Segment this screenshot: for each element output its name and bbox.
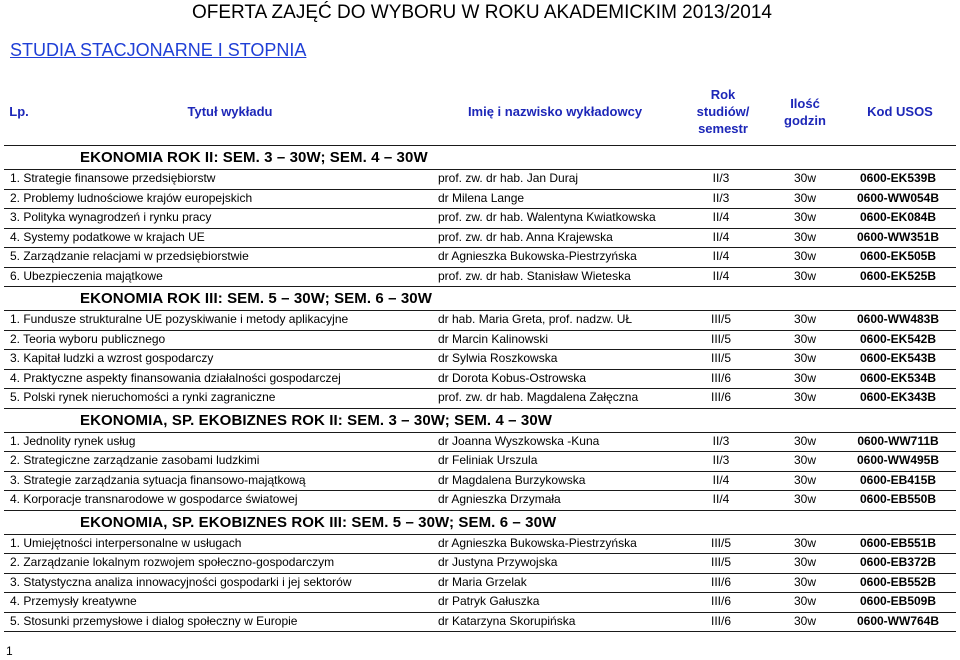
hours-count: 30w (793, 370, 816, 385)
usos-code: 0600-WW711B (857, 433, 939, 448)
lecturer-name: dr Agnieszka Bukowska-Piestrzyńska (438, 249, 637, 263)
year-semester: III/5 (710, 535, 731, 550)
table-row (0, 432, 960, 451)
table-row (0, 369, 960, 388)
lecturer-name: prof. zw. dr hab. Jan Duraj (438, 171, 579, 185)
row-divider (4, 286, 956, 287)
hours-count: 30w (793, 268, 816, 283)
year-semester: III/5 (710, 331, 731, 346)
usos-code: 0600-EK084B (859, 210, 937, 224)
lecturer-name: dr hab. Maria Greta, prof. nadzw. UŁ (438, 312, 633, 326)
hours-count: 30w (793, 249, 816, 263)
year-semester: II/3 (712, 190, 730, 205)
usos-code: 0600-EK525B (859, 268, 937, 283)
course-title: 4. Praktyczne aspekty finansowania działalności gospodarczej (10, 370, 341, 385)
hours-count: 30w (793, 574, 816, 589)
year-semester: II/4 (712, 472, 730, 487)
hours-count: 30w (793, 190, 816, 205)
usos-code: 0600-WW483B (856, 312, 940, 326)
year-semester: III/6 (710, 594, 731, 608)
header-year-line1: Rok (710, 87, 736, 102)
table-row (0, 490, 960, 509)
year-semester: II/4 (712, 268, 730, 283)
course-title: 1. Fundusze strukturalne UE pozyskiwanie i metody aplikacyjne (10, 312, 349, 326)
course-title: 4. Korporacje transnarodowe w gospodarce światowej (10, 492, 298, 506)
usos-code: 0600-WW764B (856, 613, 940, 628)
year-semester: II/4 (712, 229, 730, 244)
year-semester: II/3 (712, 453, 730, 467)
hours-count: 30w (793, 613, 816, 628)
lecturer-name: prof. zw. dr hab. Stanisław Wieteska (438, 268, 631, 283)
year-semester: II/4 (712, 492, 730, 506)
page-subtitle: STUDIA STACJONARNE I STOPNIA (10, 40, 307, 60)
usos-code: 0600-EK505B (859, 249, 937, 263)
row-divider (4, 631, 956, 632)
table-row (0, 247, 960, 266)
lecturer-name: dr Katarzyna Skorupińska (438, 613, 576, 628)
table-row (0, 267, 960, 286)
hours-count: 30w (793, 229, 816, 244)
header-lecturer: Imię i nazwisko wykładowcy (467, 104, 643, 119)
usos-code: 0600-EK542B (859, 331, 937, 346)
page-title: OFERTA ZAJĘĆ DO WYBORU W ROKU AKADEMICKIM 2013/2014 (192, 2, 772, 23)
lecturer-name: dr Maria Grzelak (438, 574, 527, 589)
course-title: 3. Kapitał ludzki a wzrost gospodarczy (10, 351, 214, 365)
header-hours-line2: godzin (784, 113, 826, 128)
row-divider (4, 408, 956, 409)
usos-code: 0600-EB550B (859, 492, 937, 506)
course-title: 3. Polityka wynagrodzeń i rynku pracy (10, 210, 212, 224)
course-title: 1. Jednolity rynek usług (10, 433, 136, 448)
table-row (0, 573, 960, 592)
course-title: 1. Strategie finansowe przedsiębiorstw (10, 171, 216, 185)
year-semester: II/3 (712, 171, 730, 185)
usos-code: 0600-WW054B (856, 190, 940, 205)
lecturer-name: dr Sylwia Roszkowska (438, 351, 558, 365)
lecturer-name: dr Marcin Kalinowski (438, 331, 549, 346)
table-row (0, 471, 960, 490)
table-row (0, 612, 960, 631)
course-title: 2. Teoria wyboru publicznego (10, 331, 166, 346)
table-row (0, 349, 960, 368)
lecturer-name: dr Milena Lange (438, 190, 525, 205)
page-number: 1 (6, 644, 13, 658)
lecturer-name: prof. zw. dr hab. Walentyna Kwiatkowska (438, 210, 656, 224)
year-semester: II/3 (712, 433, 730, 448)
year-semester: III/5 (710, 351, 731, 365)
header-code: Kod USOS (867, 104, 933, 119)
section-heading: EKONOMIA, SP. EKOBIZNES ROK III: SEM. 5 – 30W; SEM. 6 – 30W (80, 513, 557, 531)
year-semester: III/6 (710, 574, 731, 589)
course-title: 5. Polski rynek nieruchomości a rynki zagraniczne (10, 390, 276, 404)
table-row (0, 228, 960, 247)
lecturer-name: dr Agnieszka Drzymała (438, 492, 561, 506)
table-row (0, 388, 960, 407)
year-semester: II/4 (712, 210, 730, 224)
hours-count: 30w (793, 171, 816, 185)
table-row (0, 451, 960, 470)
hours-count: 30w (793, 555, 816, 569)
year-semester: III/5 (710, 312, 731, 326)
hours-count: 30w (793, 594, 816, 608)
lecturer-name: dr Patryk Gałuszka (438, 594, 540, 608)
course-title: 4. Systemy podatkowe w krajach UE (10, 229, 205, 244)
lecturer-name: prof. zw. dr hab. Anna Krajewska (438, 229, 613, 244)
course-title: 5. Zarządzanie relacjami w przedsiębiorstwie (10, 249, 249, 263)
lecturer-name: dr Feliniak Urszula (438, 453, 538, 467)
header-hours (770, 95, 840, 129)
course-title: 3. Statystyczna analiza innowacyjności gospodarki i jej sektorów (10, 574, 352, 589)
lecturer-name: dr Magdalena Burzykowska (438, 472, 586, 487)
usos-code: 0600-WW351B (856, 229, 940, 244)
row-divider (4, 510, 956, 511)
lecturer-name: dr Joanna Wyszkowska -Kuna (438, 433, 600, 448)
header-year-line2: studiów/ (696, 104, 750, 119)
table-row (0, 189, 960, 208)
hours-count: 30w (793, 535, 816, 550)
usos-code: 0600-EK534B (859, 370, 937, 385)
header-hours-line1: Ilość (790, 96, 820, 111)
lecturer-name: dr Dorota Kobus-Ostrowska (438, 370, 587, 385)
usos-code: 0600-EK539B (859, 171, 937, 185)
hours-count: 30w (793, 472, 816, 487)
header-title: Tytuł wykładu (187, 104, 273, 119)
course-title: 6. Ubezpieczenia majątkowe (10, 268, 163, 283)
usos-code: 0600-EB551B (859, 535, 937, 550)
lecturer-name: dr Agnieszka Bukowska-Piestrzyńska (438, 535, 637, 550)
year-semester: III/6 (710, 613, 731, 628)
hours-count: 30w (793, 351, 816, 365)
table-row (0, 169, 960, 188)
course-title: 5. Stosunki przemysłowe i dialog społeczny w Europie (10, 613, 298, 628)
course-title: 2. Zarządzanie lokalnym rozwojem społeczno-gospodarczym (10, 555, 335, 569)
hours-count: 30w (793, 312, 816, 326)
course-title: 2. Strategiczne zarządzanie zasobami ludzkimi (10, 453, 260, 467)
lecturer-name: prof. zw. dr hab. Magdalena Załęczna (438, 390, 639, 404)
section-heading: EKONOMIA ROK III: SEM. 5 – 30W; SEM. 6 – 30W (80, 290, 432, 307)
hours-count: 30w (793, 433, 816, 448)
section-heading: EKONOMIA ROK II: SEM. 3 – 30W; SEM. 4 – 30W (80, 149, 428, 166)
usos-code: 0600-WW495B (856, 453, 940, 467)
course-title: 3. Strategie zarządzania sytuacja finansowo-majątkową (10, 472, 306, 487)
course-title: 2. Problemy ludnościowe krajów europejskich (10, 190, 253, 205)
usos-code: 0600-EK543B (859, 351, 937, 365)
hours-count: 30w (793, 453, 816, 467)
header-year-line3: semestr (698, 121, 748, 136)
table-row (0, 208, 960, 227)
header-year (688, 86, 758, 137)
year-semester: III/5 (710, 555, 731, 569)
table-row (0, 330, 960, 349)
course-title: 1. Umiejętności interpersonalne w usługach (10, 535, 242, 550)
course-title: 4. Przemysły kreatywne (10, 594, 137, 608)
table-row (0, 553, 960, 572)
table-row (0, 534, 960, 553)
hours-count: 30w (793, 492, 816, 506)
row-divider (4, 145, 956, 146)
year-semester: III/6 (710, 390, 731, 404)
year-semester: III/6 (710, 370, 731, 385)
table-row (0, 592, 960, 611)
usos-code: 0600-EK343B (859, 390, 937, 404)
usos-code: 0600-EB415B (859, 472, 937, 487)
hours-count: 30w (793, 331, 816, 346)
section-heading: EKONOMIA, SP. EKOBIZNES ROK II: SEM. 3 – 30W; SEM. 4 – 30W (80, 411, 553, 429)
lecturer-name: dr Justyna Przywojska (438, 555, 558, 569)
usos-code: 0600-EB509B (859, 594, 937, 608)
hours-count: 30w (793, 390, 816, 404)
usos-code: 0600-EB552B (859, 574, 937, 589)
usos-code: 0600-EB372B (859, 555, 937, 569)
year-semester: II/4 (712, 249, 730, 263)
table-row (0, 310, 960, 329)
hours-count: 30w (793, 210, 816, 224)
header-lp: Lp. (9, 104, 29, 119)
